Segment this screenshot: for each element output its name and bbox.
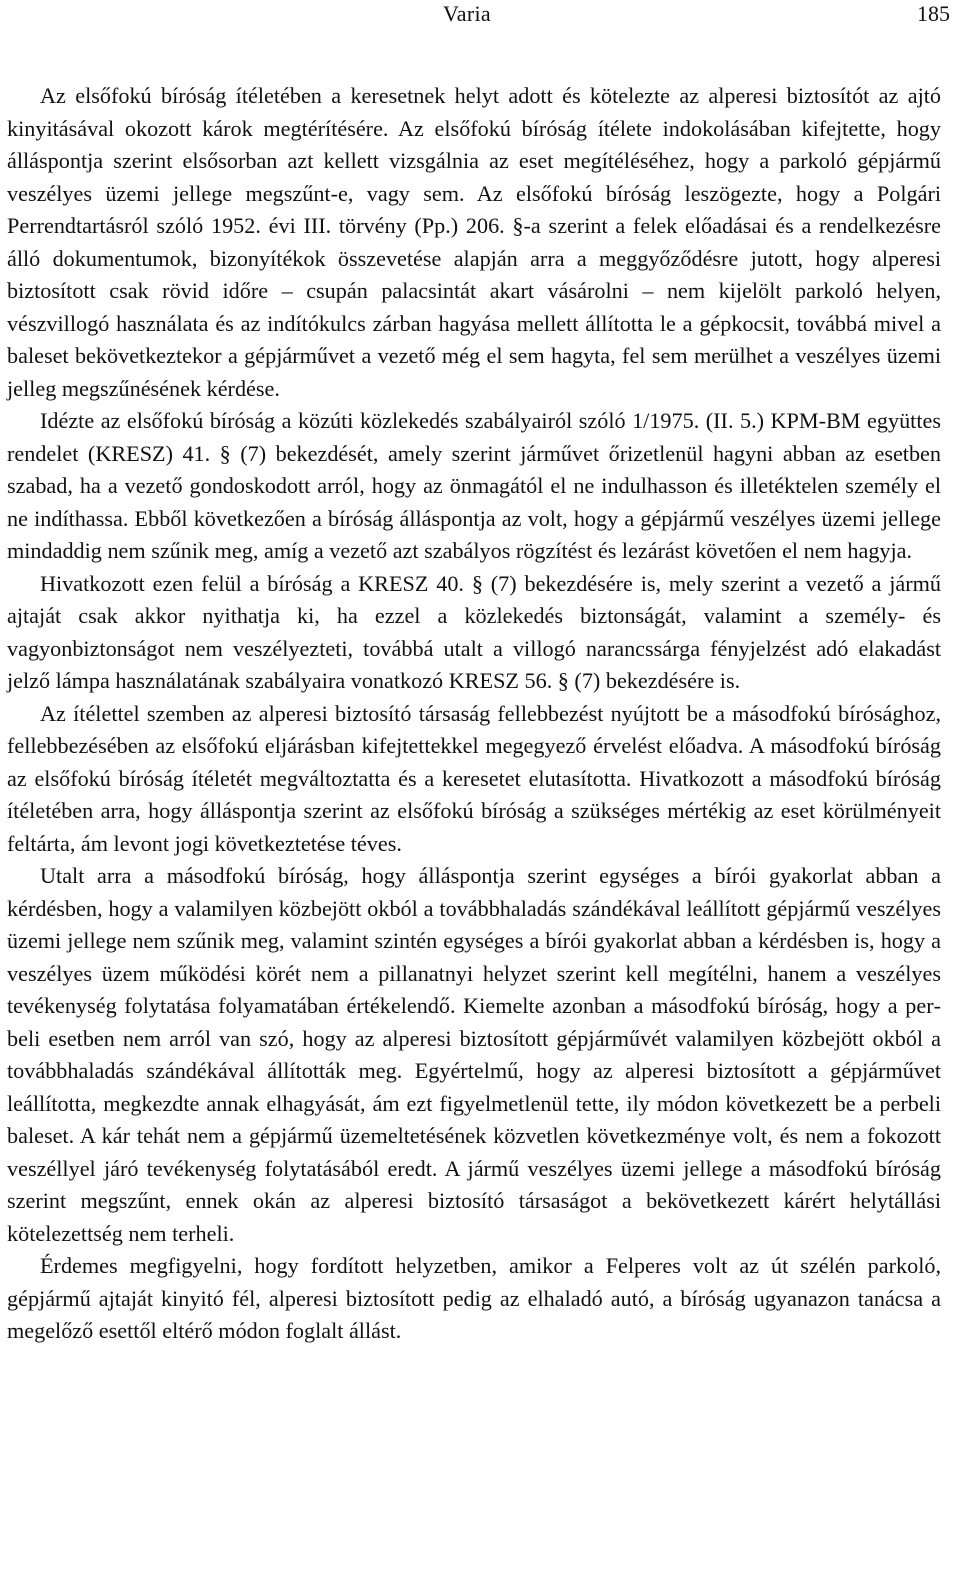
paragraph: Az elsőfokú bíróság ítéletében a keresetnek helyt adott és kötelezte az alperesi biztosítót az ajtó kinyitásával okozott károk megtérítésére. Az elsőfokú bíróság ítélete indokolásában kifejtette, hogy álláspontja szerint elsősorban azt kellett vizsgálnia az eset megítéléséhez, hogy a parkoló gépjármű veszélyes üzemi jellege megszűnt-e, vagy sem. Az elsőfokú bíróság leszögezte, hogy a Polgári Perrendtartásról szóló 1952. évi III. törvény (Pp.) 206. §-a szerint a felek előadásai és a rendelkezésre álló dokumentumok, bizonyítékok összevetése alapján arra a meggyőződésre jutott, hogy alperesi biztosított csak rövid időre – csupán palacsintát akart vásárolni – nem kijelölt parkoló helyen, vészvillogó használata és az indítókulcs zárban hagyása mellett állította le a gépkocsit, továbbá mivel a baleset bekövetkeztekor a gépjárművet a vezető még el sem hagyta, fel sem merülhet a veszélyes üzemi jelleg megszűnésének kérdése. <box>7 83 941 401</box>
body-text <box>7 80 941 1348</box>
paragraph: Utalt arra a másodfokú bíróság, hogy álláspontja szerint egységes a bírói gyakorlat abban a kérdésben, hogy a valamilyen közbejött okból a továbbhaladás szándékával leállított gépjármű veszélyes üzemi jellege nem szűnik meg, valamint szintén egységes a bírói gyakorlat abban a kérdésben is, hogy a veszélyes üzem működési körét nem a pillanatnyi helyzet szerint kell megítélni, hanem a veszélyes tevékenység folytatása folyamatában értékelendő. Kiemelte azonban a másodfokú bíróság, hogy a perbeli esetben nem arról van szó, hogy az alperesi biztosított gépjárművét valamilyen közbejött okból a továbbhaladás szándékával állították meg. Egyértelmű, hogy az alperesi biztosított a gépjárművet leállította, megkezdte annak elhagyását, ám ezt figyelmetlenül tette, ily módon következett be a perbeli baleset. A kár tehát nem a gépjármű üzemeltetésének közvetlen következménye volt, és nem a fokozott veszéllyel járó tevékenység folytatásából eredt. A jármű veszélyes üzemi jellege a másodfokú bíróság szerint megszűnt, ennek okán az alperesi biztosító társaságot a bekövetkezett kárért helytállási kötelezettség nem terheli. <box>7 863 941 1246</box>
paragraph: Hivatkozott ezen felül a bíróság a KRESZ 40. § (7) bekezdésére is, mely szerint a vezető a jármű ajtaját csak akkor nyithatja ki, ha ezzel a közlekedés biztonságát, valamint a személy- és vagyonbiztonságot nem veszélyezteti, továbbá utalt a villogó narancssárga fényjelzést adó elakadást jelző lámpa használatának szabályaira vonatkozó KRESZ 56. § (7) bekezdésére is. <box>7 570 941 693</box>
paragraph: Az ítélettel szemben az alperesi biztosító társaság fellebbezést nyújtott be a másodfokú bírósághoz, fellebbezésében az elsőfokú eljárásban kifejtettekkel megegyező érvelést előadva. A másodfokú bíróság az elsőfokú bíróság ítéletét megváltoztatta és a keresetet elutasította. Hivatkozott a másodfokú bíróság ítéletében arra, hogy álláspontja szerint az elsőfokú bíróság a szükséges mértékig az eset körülményeit feltárta, ám levont jogi következtetése téves. <box>7 700 941 856</box>
paragraph: Érdemes megfigyelni, hogy fordított helyzetben, amikor a Felperes volt az út szélén parkoló, gépjármű ajtaját kinyitó fél, alperesi biztosított pedig az elhaladó autó, a bíróság ugyanazon tanácsa a megelőző esettől eltérő módon foglalt állást. <box>7 1253 941 1343</box>
section-title: Varia <box>443 1 491 26</box>
page-number: 185 <box>917 1 950 26</box>
running-header <box>0 0 960 40</box>
paragraph: Idézte az elsőfokú bíróság a közúti közlekedés szabályairól szóló 1/1975. (II. 5.) KPM-BM együttes rendelet (KRESZ) 41. § (7) bekezdését, amely szerint járművet őrizetlenül hagyni abban az esetben szabad, ha a vezető gondoskodott arról, hogy az önmagától el ne indulhasson és illetéktelen személy el ne indíthassa. Ebből következően a bíróság álláspontja az volt, hogy a gépjármű veszélyes üzemi jellege mindaddig nem szűnik meg, amíg a vezető azt szabályos rögzítést és lezárást követően el nem hagyja. <box>7 408 941 563</box>
